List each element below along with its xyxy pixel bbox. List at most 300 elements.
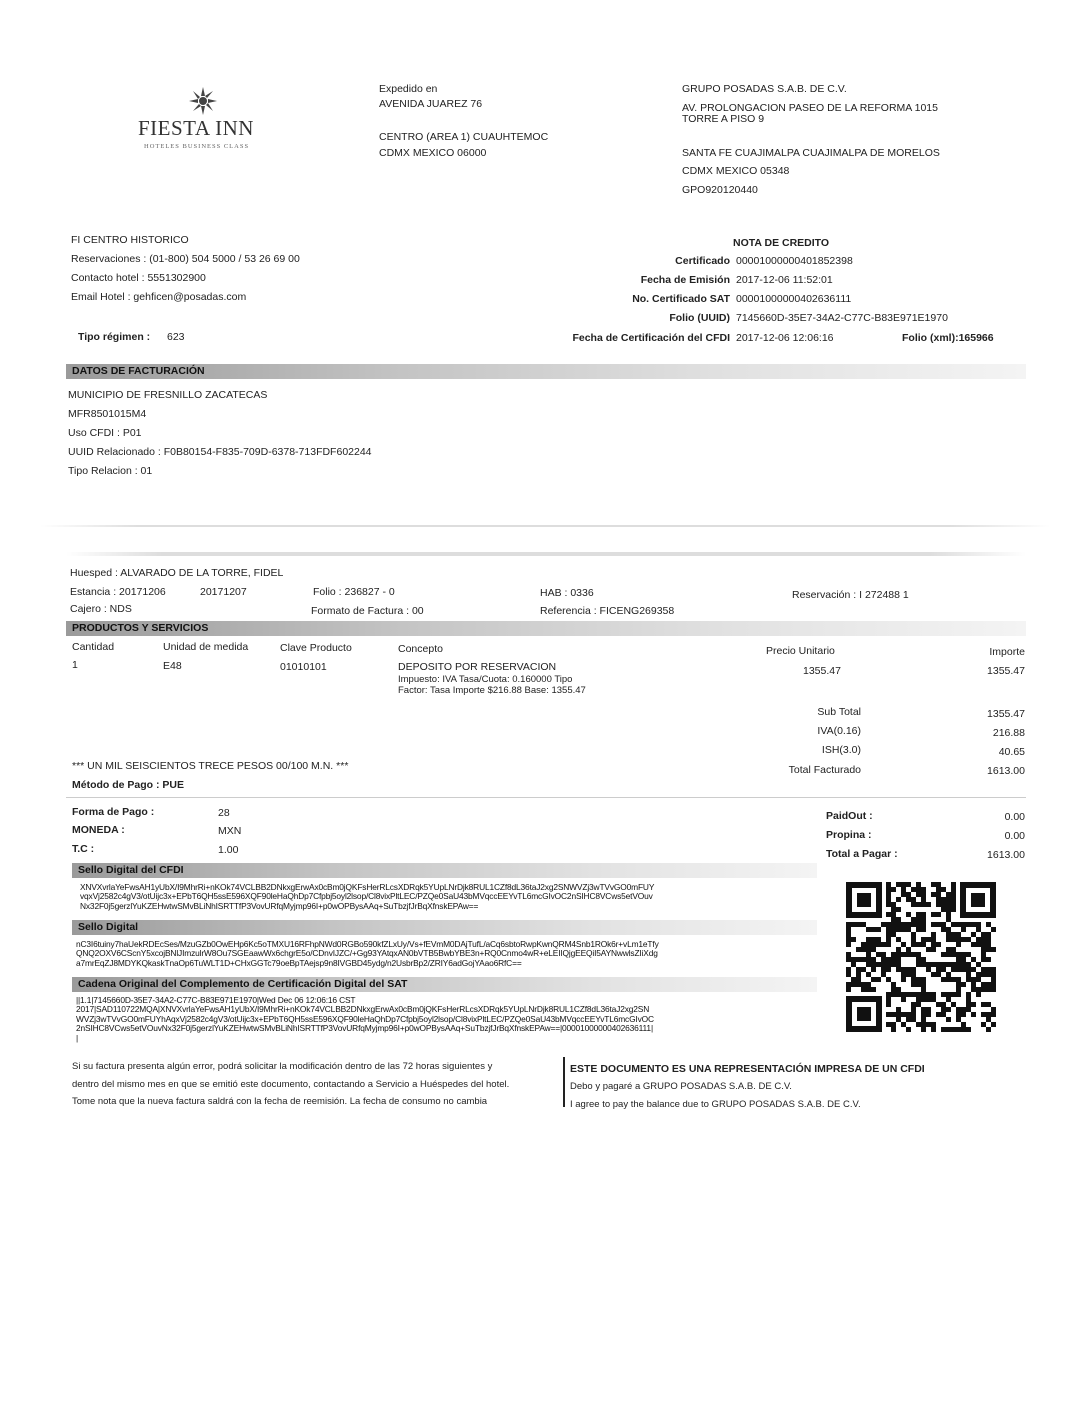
qr-module bbox=[931, 882, 936, 887]
billing-header: DATOS DE FACTURACIÓN bbox=[72, 365, 205, 377]
qr-module bbox=[901, 1022, 906, 1027]
qr-module bbox=[916, 922, 921, 927]
qr-module bbox=[931, 912, 936, 917]
footer-note2: dentro del mismo mes en que se emitió este documento, contactando a Servicio a Huéspedes del hotel. bbox=[72, 1079, 510, 1090]
qr-module bbox=[911, 1007, 916, 1012]
issued-label: Expedido en bbox=[379, 83, 438, 95]
qr-module bbox=[931, 1027, 936, 1032]
qr-module bbox=[861, 967, 866, 972]
qr-module bbox=[946, 992, 951, 997]
row-amount: 1355.47 bbox=[987, 665, 1025, 677]
qr-module bbox=[956, 992, 961, 997]
qr-module bbox=[876, 942, 881, 947]
guest-estancia-out: 20171207 bbox=[200, 586, 247, 598]
qr-module bbox=[986, 947, 991, 952]
qr-module bbox=[951, 892, 956, 897]
qr-module bbox=[896, 952, 901, 957]
uuid-label: Folio (UUID) bbox=[669, 312, 730, 324]
qr-module bbox=[856, 957, 861, 962]
qr-module bbox=[891, 922, 896, 927]
footer-pagare-en: I agree to pay the balance due to GRUPO POSADAS S.A.B. DE C.V. bbox=[570, 1099, 861, 1110]
qr-module bbox=[981, 932, 986, 937]
qr-module bbox=[896, 907, 901, 912]
qr-module bbox=[946, 1007, 951, 1012]
total-facturado-label: Total Facturado bbox=[788, 764, 861, 776]
qr-module bbox=[951, 967, 956, 972]
qr-module bbox=[941, 1002, 946, 1007]
qr-module bbox=[931, 962, 936, 967]
qr-module bbox=[956, 1017, 961, 1022]
qr-module bbox=[941, 952, 946, 957]
qr-module bbox=[921, 912, 926, 917]
qr-module bbox=[891, 902, 896, 907]
qr-module bbox=[866, 937, 871, 942]
qr-module bbox=[931, 947, 936, 952]
qr-module bbox=[916, 882, 921, 887]
qr-module bbox=[936, 1002, 941, 1007]
qr-module bbox=[956, 942, 961, 947]
qr-module bbox=[911, 902, 916, 907]
qr-module bbox=[911, 992, 916, 997]
qr-module bbox=[921, 987, 926, 992]
qr-module bbox=[991, 967, 996, 972]
qr-module bbox=[936, 972, 941, 977]
qr-module bbox=[861, 957, 866, 962]
hotel-email: Email Hotel : gehficen@posadas.com bbox=[71, 291, 247, 303]
qr-module bbox=[986, 982, 991, 987]
qr-module bbox=[941, 1012, 946, 1017]
total-pagar-value: 1613.00 bbox=[987, 849, 1025, 861]
qr-module bbox=[866, 987, 871, 992]
qr-module bbox=[921, 942, 926, 947]
qr-module bbox=[886, 967, 891, 972]
qr-module bbox=[846, 982, 851, 987]
qr-module bbox=[911, 887, 916, 892]
qr-module bbox=[991, 947, 996, 952]
qr-module bbox=[906, 972, 911, 977]
subtotal-label: Sub Total bbox=[817, 706, 861, 718]
qr-module bbox=[951, 937, 956, 942]
qr-module bbox=[921, 922, 926, 927]
qr-module bbox=[981, 947, 986, 952]
qr-module bbox=[946, 907, 951, 912]
qr-module bbox=[931, 892, 936, 897]
qr-module bbox=[941, 902, 946, 907]
qr-module bbox=[926, 992, 931, 997]
qr-module bbox=[956, 977, 961, 982]
row-qty: 1 bbox=[72, 659, 78, 671]
qr-module bbox=[866, 927, 871, 932]
total-pagar-label: Total a Pagar : bbox=[826, 848, 898, 860]
fecha-emision-value: 2017-12-06 11:52:01 bbox=[736, 274, 833, 286]
qr-module bbox=[936, 962, 941, 967]
row-unit: E48 bbox=[163, 660, 182, 672]
sello-cfdi-header: Sello Digital del CFDI bbox=[78, 864, 184, 876]
qr-module bbox=[891, 957, 896, 962]
qr-module bbox=[956, 932, 961, 937]
qr-module bbox=[886, 937, 891, 942]
qr-module bbox=[951, 897, 956, 902]
qr-module bbox=[916, 982, 921, 987]
qr-module bbox=[896, 967, 901, 972]
qr-module bbox=[846, 972, 851, 977]
qr-module bbox=[846, 952, 851, 957]
qr-module bbox=[991, 987, 996, 992]
qr-module bbox=[936, 912, 941, 917]
qr-module bbox=[896, 962, 901, 967]
sello-text: nC3I6tuiny7haUekRDEcSes/MzuGZb0OwEHp6Kc5oTMXU16RFhpNWd0RGBo590kfZLxUy/Vs+fEVmM0DAjTufL/aCq6sbtoRwpKwnQRM4Snb1ROk6r+vLm1eTfy QNQ2OXV6CScnY5xcojBNlJImzulrW8Ou7SGEaawWx6chgrE5o/CDnvIJZC/+Gg93YAtqxAN0bVTB5BwbYBE3n+RQ0Cnmo4wR+eLEIIQjgEEQiI5AYNwwlsZIiXdg a7mrEqZJ8MDYKQkaskTnaOp6TuWLT1D+CHxGGTc79oeBpTAejsp9n8IVGBD45ydg/n2UsbrBp2/ZRIY6adGojYAao6RfC== bbox=[76, 939, 659, 968]
qr-module bbox=[931, 992, 936, 997]
qr-module bbox=[886, 962, 891, 967]
qr-module bbox=[851, 982, 856, 987]
guest-reservacion: Reservación : I 272488 1 bbox=[792, 589, 909, 601]
qr-module bbox=[911, 1012, 916, 1017]
qr-module bbox=[936, 942, 941, 947]
qr-module bbox=[886, 1022, 891, 1027]
qr-module bbox=[946, 972, 951, 977]
fecha-emision-label: Fecha de Emisión bbox=[640, 274, 730, 286]
qr-module bbox=[916, 977, 921, 982]
fecha-cert-value: 2017-12-06 12:06:16 bbox=[736, 332, 834, 344]
qr-module bbox=[846, 957, 851, 962]
qr-module bbox=[921, 902, 926, 907]
qr-module bbox=[906, 992, 911, 997]
metodo-pago: Método de Pago : PUE bbox=[72, 779, 185, 791]
guest-name: Huesped : ALVARADO DE LA TORRE, FIDEL bbox=[70, 567, 284, 579]
hotel-name: FI CENTRO HISTORICO bbox=[71, 234, 189, 246]
qr-module bbox=[921, 887, 926, 892]
billing-uuid-rel: UUID Relacionado : F0B80154-F835-709D-6378-713FDF602244 bbox=[68, 446, 372, 458]
qr-module bbox=[921, 927, 926, 932]
col-qty: Cantidad bbox=[72, 641, 115, 653]
company-rfc: GPO920120440 bbox=[682, 184, 758, 196]
qr-module bbox=[951, 902, 956, 907]
qr-module bbox=[956, 982, 961, 987]
billing-name: MUNICIPIO DE FRESNILLO ZACATECAS bbox=[68, 389, 268, 401]
qr-module bbox=[846, 942, 851, 947]
qr-module bbox=[976, 962, 981, 967]
sunburst-logo-icon bbox=[188, 86, 218, 116]
qr-module bbox=[971, 967, 976, 972]
ish-label: ISH(3.0) bbox=[821, 744, 861, 756]
qr-module bbox=[926, 937, 931, 942]
qr-module bbox=[871, 987, 876, 992]
qr-module bbox=[976, 977, 981, 982]
qr-module bbox=[966, 1002, 971, 1007]
qr-module bbox=[971, 942, 976, 947]
qr-module bbox=[896, 917, 901, 922]
qr-module bbox=[891, 962, 896, 967]
cadena-text: ||1.1|7145660D-35E7-34A2-C77C-B83E971E1970|Wed Dec 06 12:06:16 CST 2017|SAD110722MQA|XNVXvrlaYeFwsAH1yUbX/I9MhrRi+nKOk74VCLBB2DNkxgErwAx0cBm0jQKFsHerRLcsXDRqk5YUpLNrDjk8RUL1CZf8dL36taJ2xg2SN WVZj3wTVvGO0mFUYhAqxVj2582c4gV3/otUijc3x+EPbT6QH5ssE596XQF90leHaQhDp7Cfpbj5oyl2lsop/Cl8vixPltLEC/PZQe0SaU43bMVqccEEYvTL6mcGIvOC 2nSIHC8VCws5etVOuvNx32F0j5gerzlYuKZEHwtwSMvBLiNhISRTTfP3VovURfqMyjmp96I+p0wOPBysAAq+SuTbzjfJrBqXfnskEPAw==|00001000000402636111| | bbox=[76, 995, 654, 1043]
qr-module bbox=[856, 967, 861, 972]
qr-module bbox=[861, 942, 866, 947]
sello-header: Sello Digital bbox=[78, 921, 139, 933]
qr-module bbox=[886, 922, 891, 927]
qr-module bbox=[901, 1012, 906, 1017]
qr-module bbox=[916, 962, 921, 967]
qr-module bbox=[921, 1022, 926, 1027]
qr-module bbox=[901, 997, 906, 1002]
qr-module bbox=[951, 922, 956, 927]
issued-line3: CDMX MEXICO 06000 bbox=[379, 147, 487, 159]
row-concept: DEPOSITO POR RESERVACION bbox=[398, 661, 557, 673]
qr-module bbox=[951, 887, 956, 892]
qr-module bbox=[921, 897, 926, 902]
qr-module bbox=[881, 922, 886, 927]
qr-module bbox=[946, 892, 951, 897]
qr-module bbox=[926, 967, 931, 972]
qr-module bbox=[861, 922, 866, 927]
qr-module bbox=[911, 967, 916, 972]
qr-module bbox=[931, 1022, 936, 1027]
qr-module bbox=[906, 1017, 911, 1022]
qr-code bbox=[846, 882, 996, 1032]
qr-module bbox=[886, 957, 891, 962]
qr-module bbox=[971, 982, 976, 987]
qr-module bbox=[961, 922, 966, 927]
certificado-value: 00001000000401852398 bbox=[736, 255, 853, 267]
qr-module bbox=[931, 937, 936, 942]
propina-value: 0.00 bbox=[1004, 830, 1025, 842]
qr-module bbox=[926, 947, 931, 952]
qr-module bbox=[896, 1007, 901, 1012]
qr-module bbox=[956, 962, 961, 967]
qr-module bbox=[891, 912, 896, 917]
qr-module bbox=[981, 937, 986, 942]
qr-module bbox=[981, 1022, 986, 1027]
row-price: 1355.47 bbox=[803, 665, 841, 677]
qr-module bbox=[901, 942, 906, 947]
qr-module bbox=[911, 977, 916, 982]
tc-value: 1.00 bbox=[218, 844, 239, 856]
qr-module bbox=[956, 937, 961, 942]
qr-module bbox=[896, 937, 901, 942]
qr-module bbox=[911, 1017, 916, 1022]
cadena-bar bbox=[72, 977, 817, 992]
qr-module bbox=[906, 1012, 911, 1017]
qr-module bbox=[881, 972, 886, 977]
qr-module bbox=[846, 922, 851, 927]
qr-module bbox=[981, 1012, 986, 1017]
qr-module bbox=[991, 977, 996, 982]
qr-module bbox=[901, 927, 906, 932]
qr-module bbox=[941, 992, 946, 997]
qr-module bbox=[981, 942, 986, 947]
forma-pago-label: Forma de Pago : bbox=[72, 806, 155, 818]
qr-module bbox=[891, 917, 896, 922]
qr-module bbox=[891, 907, 896, 912]
col-unit: Unidad de medida bbox=[163, 641, 249, 653]
qr-module bbox=[976, 927, 981, 932]
qr-module bbox=[941, 927, 946, 932]
qr-module bbox=[981, 982, 986, 987]
qr-module bbox=[941, 977, 946, 982]
billing-uso-cfdi: Uso CFDI : P01 bbox=[68, 427, 142, 439]
qr-module bbox=[871, 937, 876, 942]
qr-module bbox=[916, 917, 921, 922]
divider bbox=[40, 525, 1050, 527]
qr-module bbox=[886, 977, 891, 982]
qr-module bbox=[906, 967, 911, 972]
qr-module bbox=[891, 1022, 896, 1027]
qr-module bbox=[896, 897, 901, 902]
row-code: 01010101 bbox=[280, 661, 327, 673]
qr-module bbox=[886, 912, 891, 917]
qr-module bbox=[911, 982, 916, 987]
qr-module bbox=[986, 987, 991, 992]
qr-module bbox=[916, 942, 921, 947]
company-logo bbox=[128, 86, 278, 161]
qr-module bbox=[916, 957, 921, 962]
qr-module bbox=[876, 962, 881, 967]
qr-module bbox=[921, 1027, 926, 1032]
qr-module bbox=[931, 972, 936, 977]
cert-sat-value: 00001000000402636111 bbox=[736, 293, 852, 305]
qr-module bbox=[876, 952, 881, 957]
qr-module bbox=[911, 917, 916, 922]
qr-module bbox=[911, 937, 916, 942]
issued-line2: CENTRO (AREA 1) CUAUHTEMOC bbox=[379, 131, 549, 143]
divider bbox=[66, 552, 1026, 556]
hotel-reservations: Reservaciones : (01-800) 504 5000 / 53 26 69 00 bbox=[71, 253, 300, 265]
qr-module bbox=[916, 992, 921, 997]
company-line4: CDMX MEXICO 05348 bbox=[682, 165, 790, 177]
qr-module bbox=[926, 962, 931, 967]
qr-module bbox=[936, 892, 941, 897]
qr-module bbox=[896, 1017, 901, 1022]
qr-module bbox=[976, 992, 981, 997]
qr-module bbox=[911, 972, 916, 977]
footer-pagare-es: Debo y pagaré a GRUPO POSADAS S.A.B. DE C.V. bbox=[570, 1081, 792, 1092]
qr-module bbox=[936, 882, 941, 887]
qr-module bbox=[866, 962, 871, 967]
cert-sat-label: No. Certificado SAT bbox=[632, 293, 730, 305]
qr-module bbox=[976, 937, 981, 942]
qr-module bbox=[916, 997, 921, 1002]
qr-module bbox=[891, 927, 896, 932]
certificado-label: Certificado bbox=[675, 255, 730, 267]
qr-module bbox=[856, 947, 861, 952]
qr-module bbox=[906, 947, 911, 952]
qr-module bbox=[951, 1002, 956, 1007]
qr-module bbox=[906, 897, 911, 902]
row-tax2: Factor: Tasa Importe $216.88 Base: 1355.47 bbox=[398, 685, 586, 696]
qr-module bbox=[956, 1007, 961, 1012]
company-line3: SANTA FE CUAJIMALPA CUAJIMALPA DE MORELOS bbox=[682, 147, 940, 159]
guest-folio: Folio : 236827 - 0 bbox=[313, 586, 395, 598]
qr-module bbox=[961, 982, 966, 987]
qr-module bbox=[936, 922, 941, 927]
qr-module bbox=[936, 897, 941, 902]
qr-module bbox=[941, 967, 946, 972]
qr-module bbox=[871, 947, 876, 952]
qr-module bbox=[921, 977, 926, 982]
qr-module bbox=[986, 1002, 991, 1007]
qr-module bbox=[941, 897, 946, 902]
qr-module bbox=[966, 997, 971, 1002]
col-code: Clave Producto bbox=[280, 642, 352, 654]
qr-module bbox=[971, 1002, 976, 1007]
qr-module bbox=[911, 952, 916, 957]
qr-module bbox=[951, 907, 956, 912]
qr-module bbox=[931, 922, 936, 927]
qr-module bbox=[956, 922, 961, 927]
qr-module bbox=[981, 1002, 986, 1007]
qr-module bbox=[881, 957, 886, 962]
qr-module bbox=[871, 962, 876, 967]
qr-module bbox=[906, 927, 911, 932]
qr-module bbox=[986, 932, 991, 937]
uuid-value: 7145660D-35E7-34A2-C77C-B83E971E1970 bbox=[736, 312, 948, 324]
qr-module bbox=[971, 932, 976, 937]
qr-module bbox=[886, 932, 891, 937]
qr-module bbox=[986, 1027, 991, 1032]
qr-module bbox=[941, 907, 946, 912]
qr-module bbox=[911, 942, 916, 947]
qr-module bbox=[951, 992, 956, 997]
qr-module bbox=[976, 987, 981, 992]
qr-module bbox=[971, 1012, 976, 1017]
company-name: GRUPO POSADAS S.A.B. DE C.V. bbox=[682, 83, 847, 95]
qr-module bbox=[976, 972, 981, 977]
qr-module bbox=[896, 992, 901, 997]
qr-module bbox=[931, 997, 936, 1002]
qr-module bbox=[926, 1022, 931, 1027]
qr-module bbox=[931, 932, 936, 937]
qr-module bbox=[871, 957, 876, 962]
qr-module bbox=[966, 922, 971, 927]
qr-module bbox=[991, 927, 996, 932]
qr-module bbox=[921, 957, 926, 962]
qr-module bbox=[921, 992, 926, 997]
guest-referencia: Referencia : FICENG269358 bbox=[540, 605, 675, 617]
qr-module bbox=[921, 892, 926, 897]
regime-label: Tipo régimen : bbox=[78, 331, 151, 343]
qr-module bbox=[956, 1012, 961, 1017]
qr-module bbox=[961, 1027, 966, 1032]
qr-module bbox=[966, 972, 971, 977]
qr-module bbox=[906, 882, 911, 887]
col-amount: Importe bbox=[989, 646, 1025, 658]
qr-module bbox=[946, 977, 951, 982]
qr-module bbox=[946, 1027, 951, 1032]
qr-module bbox=[866, 942, 871, 947]
qr-module bbox=[851, 937, 856, 942]
paidout-label: PaidOut : bbox=[826, 810, 873, 822]
qr-module bbox=[856, 982, 861, 987]
qr-module bbox=[906, 1027, 911, 1032]
qr-module bbox=[911, 922, 916, 927]
qr-module bbox=[956, 987, 961, 992]
qr-module bbox=[921, 1012, 926, 1017]
qr-module bbox=[966, 952, 971, 957]
qr-module bbox=[876, 927, 881, 932]
qr-module bbox=[926, 1012, 931, 1017]
doc-title: NOTA DE CREDITO bbox=[733, 237, 830, 249]
qr-module bbox=[906, 952, 911, 957]
qr-module bbox=[946, 912, 951, 917]
qr-module bbox=[921, 937, 926, 942]
qr-module bbox=[916, 1002, 921, 1007]
qr-module bbox=[911, 932, 916, 937]
qr-module bbox=[866, 982, 871, 987]
qr-module bbox=[876, 937, 881, 942]
qr-module bbox=[851, 957, 856, 962]
qr-module bbox=[901, 992, 906, 997]
logo-name: FIESTA INN bbox=[138, 116, 254, 140]
logo-tagline: HOTELES BUSINESS CLASS bbox=[144, 143, 250, 150]
qr-module bbox=[891, 952, 896, 957]
